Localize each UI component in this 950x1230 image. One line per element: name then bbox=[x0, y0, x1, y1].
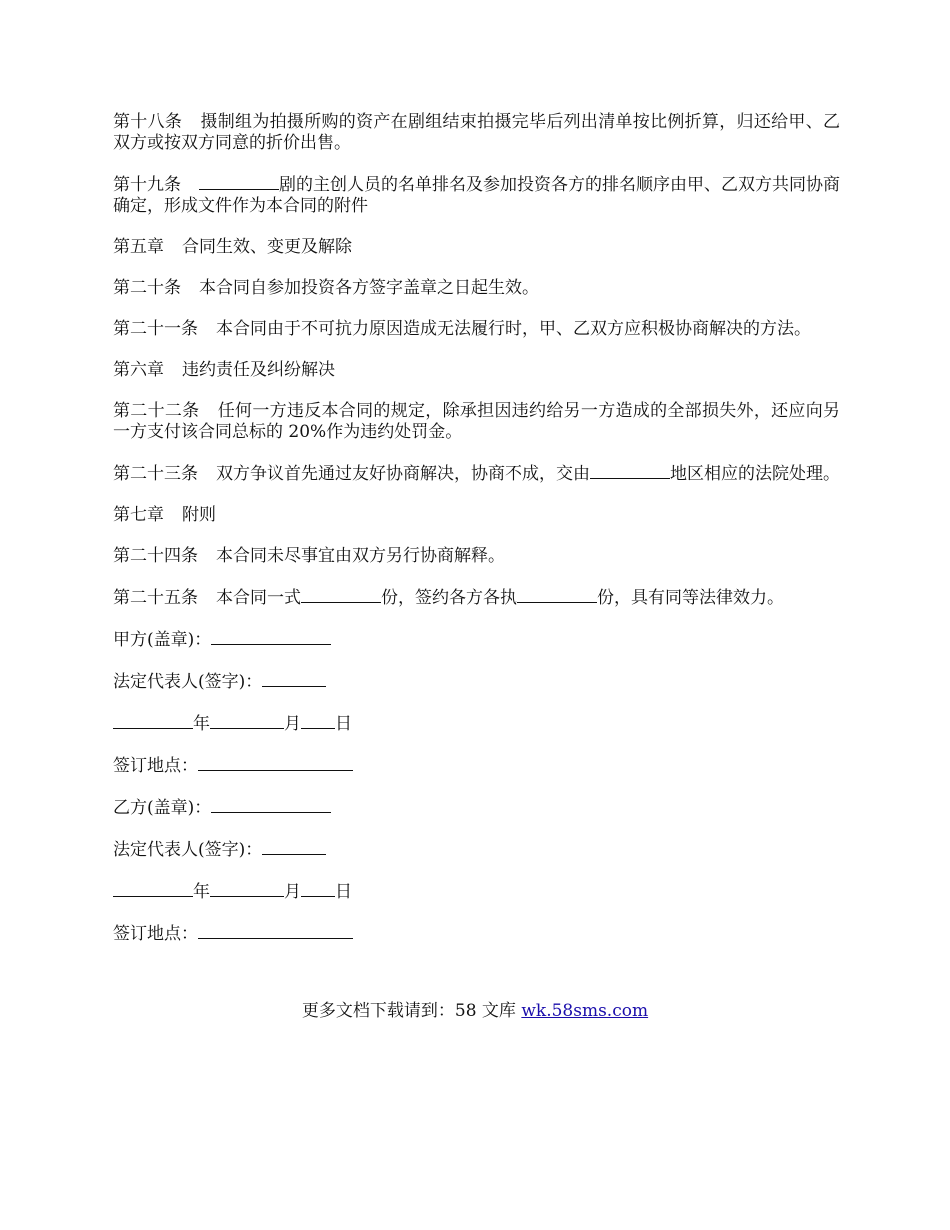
footer-link[interactable]: wk.58sms.com bbox=[521, 1001, 649, 1021]
copies-blank bbox=[301, 587, 381, 603]
article-number: 第二十三条 bbox=[113, 464, 198, 484]
rep-signature-blank bbox=[262, 839, 326, 855]
article-21 bbox=[113, 319, 840, 340]
article-text: 本合同一式 bbox=[216, 588, 301, 608]
article-number: 第十九条 bbox=[113, 175, 181, 195]
place-label: 签订地点： bbox=[113, 924, 198, 944]
article-25 bbox=[113, 587, 840, 609]
rep-label: 法定代表人(签字)： bbox=[113, 840, 263, 860]
article-text: 任何一方违反本合同的规定，除承担因违约给另一方造成的全部损失外，还应向另一方支付该合同总标的 20%作为违约处罚金。 bbox=[113, 401, 841, 442]
party-a-rep-line bbox=[113, 671, 840, 693]
party-b-seal-blank bbox=[211, 797, 331, 813]
article-text: 本合同由于不可抗力原因造成无法履行时，甲、乙双方应积极协商解决的方法。 bbox=[216, 319, 811, 339]
party-a-date-line bbox=[113, 713, 840, 735]
article-number: 第二十条 bbox=[113, 278, 181, 298]
party-b-place-line bbox=[113, 923, 840, 945]
party-b-rep-line bbox=[113, 839, 840, 861]
article-number: 第二十一条 bbox=[113, 319, 198, 339]
chapter-5 bbox=[113, 237, 840, 258]
day-blank bbox=[301, 881, 335, 897]
blank-field bbox=[590, 463, 670, 479]
article-text-end: 份，具有同等法律效力。 bbox=[597, 588, 784, 608]
chapter-7 bbox=[113, 505, 840, 526]
article-number: 第二十二条 bbox=[113, 401, 200, 421]
article-text: 摄制组为拍摄所购的资产在剧组结束拍摄完毕后列出清单按比例折算，归还给甲、乙双方或按双方同意的折价出售。 bbox=[113, 112, 840, 153]
article-24 bbox=[113, 546, 840, 567]
party-b-date-line bbox=[113, 881, 840, 903]
party-a-label: 甲方(盖章)： bbox=[113, 630, 212, 650]
footer-text: 更多文档下载请到：58 文库 bbox=[301, 1001, 522, 1021]
month-blank bbox=[210, 713, 284, 729]
place-blank bbox=[198, 755, 353, 771]
month-label: 月 bbox=[284, 714, 301, 734]
month-blank bbox=[210, 881, 284, 897]
month-label: 月 bbox=[284, 882, 301, 902]
party-a-seal-line bbox=[113, 629, 840, 651]
chapter-number: 第六章 bbox=[113, 360, 164, 380]
day-blank bbox=[301, 713, 335, 729]
year-label: 年 bbox=[193, 882, 210, 902]
article-text: 双方争议首先通过友好协商解决，协商不成，交由 bbox=[216, 464, 590, 484]
chapter-number: 第五章 bbox=[113, 237, 164, 257]
article-text-cont: 地区相应的法院处理。 bbox=[670, 464, 840, 484]
chapter-6 bbox=[113, 360, 840, 381]
party-a-place-line bbox=[113, 755, 840, 777]
article-19 bbox=[113, 174, 840, 217]
year-label: 年 bbox=[193, 714, 210, 734]
article-20 bbox=[113, 278, 840, 299]
place-label: 签订地点： bbox=[113, 756, 198, 776]
year-blank bbox=[113, 713, 193, 729]
article-23 bbox=[113, 463, 840, 485]
article-text-cont: 份，签约各方各执 bbox=[381, 588, 517, 608]
article-text: 剧的主创人员的名单排名及参加投资各方的排名顺序由甲、乙双方共同协商确定，形成文件作为本合同的附件 bbox=[113, 175, 840, 216]
document-body bbox=[113, 112, 840, 965]
footer bbox=[0, 996, 950, 1021]
party-b-seal-line bbox=[113, 797, 840, 819]
day-label: 日 bbox=[335, 882, 352, 902]
article-number: 第十八条 bbox=[113, 112, 183, 132]
blank-field bbox=[199, 174, 279, 190]
chapter-number: 第七章 bbox=[113, 505, 164, 525]
year-blank bbox=[113, 881, 193, 897]
article-text: 本合同自参加投资各方签字盖章之日起生效。 bbox=[199, 278, 539, 298]
party-b-label: 乙方(盖章)： bbox=[113, 798, 212, 818]
article-22 bbox=[113, 401, 840, 443]
chapter-title: 违约责任及纠纷解决 bbox=[182, 360, 335, 380]
chapter-title: 附则 bbox=[182, 505, 216, 525]
article-number: 第二十四条 bbox=[113, 546, 198, 566]
place-blank bbox=[198, 923, 353, 939]
chapter-title: 合同生效、变更及解除 bbox=[182, 237, 352, 257]
article-number: 第二十五条 bbox=[113, 588, 198, 608]
article-18 bbox=[113, 112, 840, 154]
rep-signature-blank bbox=[262, 671, 326, 687]
day-label: 日 bbox=[335, 714, 352, 734]
copies-each-blank bbox=[517, 587, 597, 603]
rep-label: 法定代表人(签字)： bbox=[113, 672, 263, 692]
article-text: 本合同未尽事宜由双方另行协商解释。 bbox=[216, 546, 505, 566]
party-a-seal-blank bbox=[211, 629, 331, 645]
